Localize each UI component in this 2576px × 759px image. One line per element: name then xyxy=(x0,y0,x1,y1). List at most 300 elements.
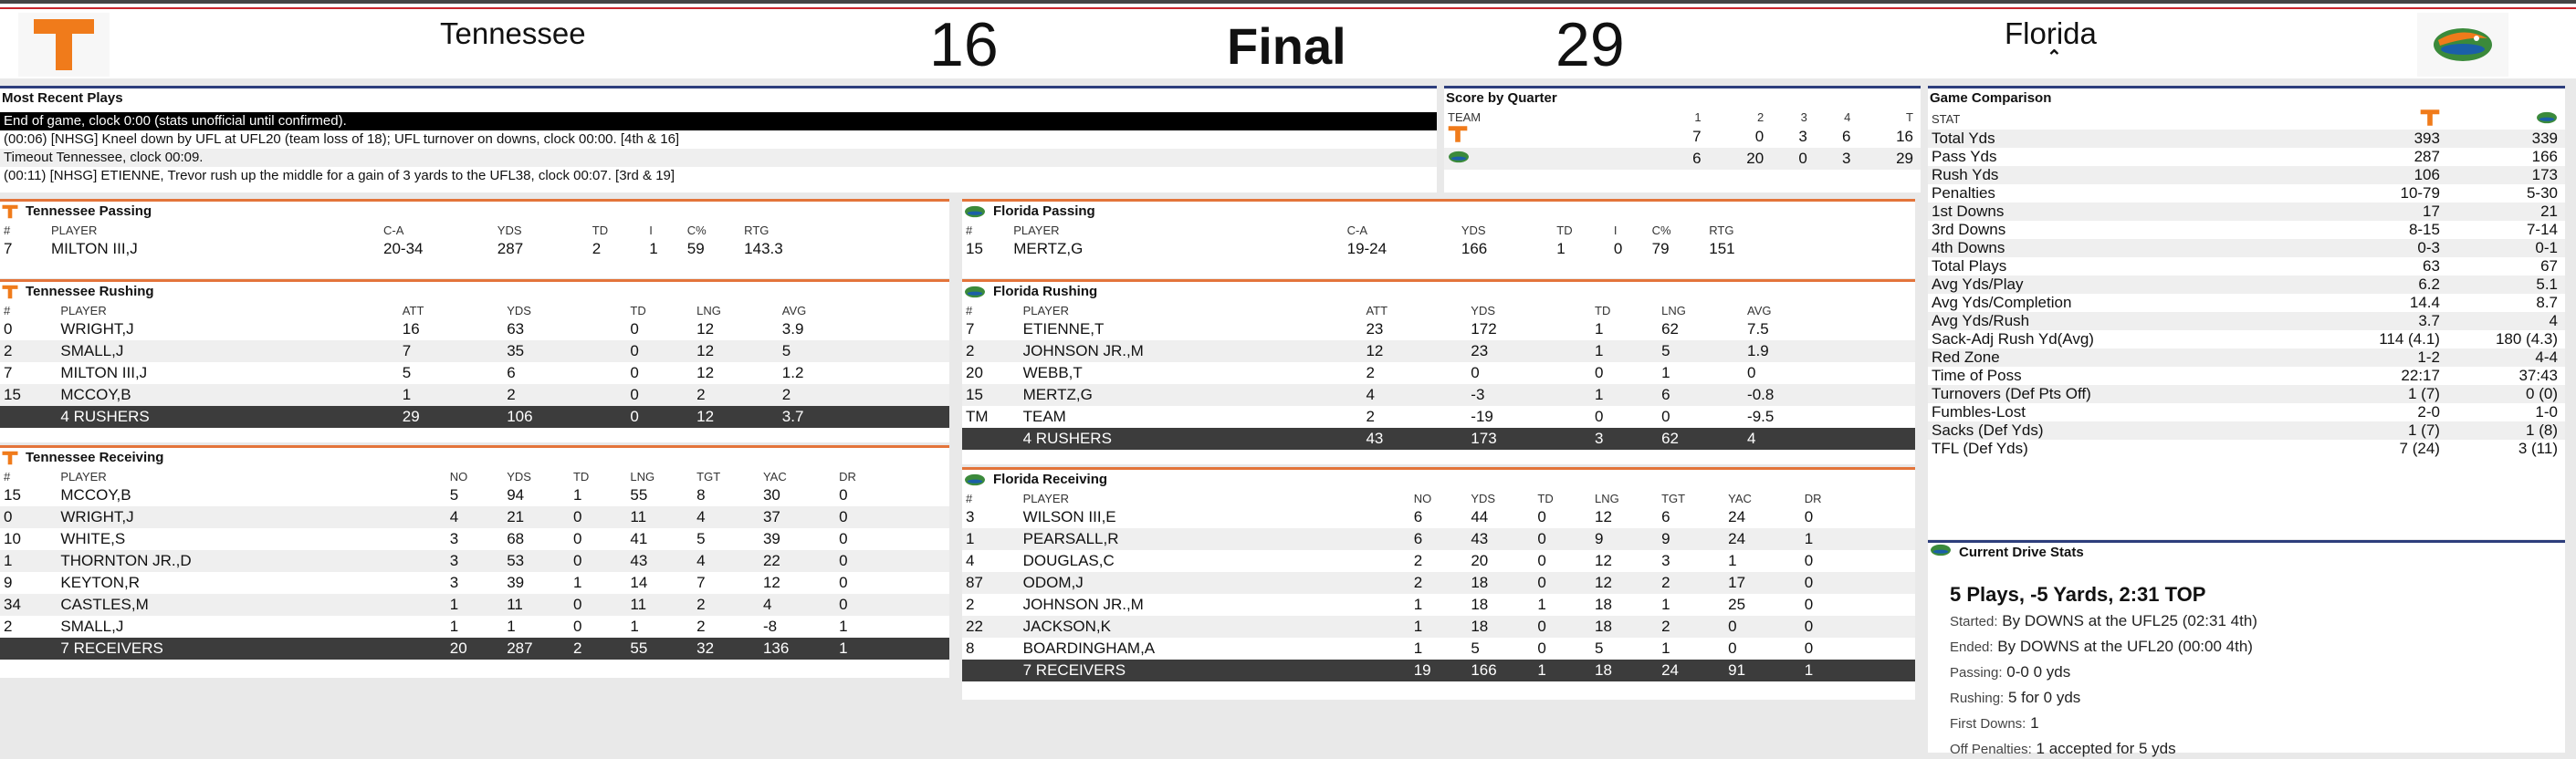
recent-plays-panel xyxy=(0,86,1437,192)
player-name[interactable]: ETIENNE,T xyxy=(1022,320,1105,338)
stat-cell: 24 xyxy=(1728,508,1746,525)
col-header: 2 xyxy=(1756,109,1764,124)
tennessee-value: 7 (24) xyxy=(2399,440,2440,457)
drive-summary: 5 Plays, -5 Yards, 2:31 TOP xyxy=(1950,583,2206,606)
quarter-table xyxy=(1444,109,1921,170)
player-name[interactable]: WRIGHT,J xyxy=(57,506,445,528)
stat-cell: 22 xyxy=(759,550,835,572)
florida-passing-header xyxy=(962,202,1915,222)
florida-value: 180 (4.3) xyxy=(2495,330,2558,348)
play-row[interactable]: (00:06) [NHSG] Kneel down by UFL at UFL20 (team loss of 18); UFL turnover on downs, clock 00:00. [4th & 16] xyxy=(4,131,680,147)
stat-cell: 20 xyxy=(1471,552,1489,569)
stat-cell: 15 xyxy=(966,240,983,257)
stat-cell: 0 xyxy=(1537,508,1546,525)
stat-cell: 0 xyxy=(1801,616,1915,638)
comparison-row xyxy=(1928,294,2565,312)
player-name[interactable]: JOHNSON JR.,M xyxy=(1022,596,1144,613)
tennessee-value: 393 xyxy=(2331,130,2447,148)
player-row[interactable] xyxy=(0,506,949,528)
stat-cell: 1 xyxy=(572,486,582,504)
stat-cell: 1 xyxy=(1413,639,1423,657)
section-title: Tennessee Rushing xyxy=(26,284,154,299)
away-team-name[interactable]: Florida xyxy=(2005,16,2097,50)
drive-detail-label: Started: xyxy=(1950,614,1998,629)
totals-row xyxy=(962,428,1915,450)
stat-cell: 2 xyxy=(1658,616,1724,638)
player-row[interactable] xyxy=(0,484,949,506)
player-row[interactable] xyxy=(0,572,949,594)
column-header: YDS xyxy=(1471,491,1496,505)
player-row[interactable] xyxy=(962,506,1915,528)
stat-cell: 35 xyxy=(503,340,626,362)
stat-cell: 1.2 xyxy=(781,364,804,381)
stat-cell: 16 xyxy=(402,320,420,338)
stat-cell: -0.8 xyxy=(1744,384,1915,406)
stat-cell: 44 xyxy=(1471,508,1489,525)
player-row[interactable] xyxy=(962,318,1915,340)
player-row[interactable] xyxy=(962,238,1915,260)
total-cell xyxy=(962,660,1020,681)
player-name[interactable]: BOARDINGHAM,A xyxy=(1022,639,1156,657)
tennessee-passing-panel xyxy=(0,199,949,278)
stat-cell: 18 xyxy=(1467,616,1534,638)
total-cell: 1 xyxy=(835,638,949,660)
quarter-score: 3 xyxy=(1815,148,1859,170)
column-header: # xyxy=(966,223,973,237)
totals-row xyxy=(0,406,949,428)
stat-cell: 87 xyxy=(962,572,1020,594)
quarter-score: 0 xyxy=(1754,127,1764,145)
player-name[interactable]: SMALL,J xyxy=(57,340,398,362)
player-name[interactable]: THORNTON JR.,D xyxy=(57,550,445,572)
column-header: DR xyxy=(839,469,856,483)
tennessee-receiving-panel xyxy=(0,445,949,678)
stat-cell: 0 xyxy=(1534,528,1591,550)
drive-detail-line xyxy=(1950,740,2565,758)
drive-detail-line xyxy=(1950,663,2565,681)
stat-cell: 0 xyxy=(4,320,13,338)
stat-label: Avg Yds/Play xyxy=(1928,276,2331,294)
quarter-header-row xyxy=(1444,109,1921,125)
player-row[interactable] xyxy=(0,384,949,406)
stat-cell: 10 xyxy=(4,530,21,547)
score-by-quarter-panel xyxy=(1444,86,1921,192)
player-row[interactable] xyxy=(962,550,1915,572)
stat-cell: 4 xyxy=(693,506,759,528)
column-header: AVG xyxy=(1747,303,1772,317)
stat-cell: 0 xyxy=(572,530,582,547)
player-name[interactable]: WRIGHT,J xyxy=(60,320,134,338)
stat-cell: 18 xyxy=(1471,596,1489,613)
stat-cell: 11 xyxy=(626,506,693,528)
player-row[interactable] xyxy=(962,384,1915,406)
column-header: C-A xyxy=(1346,223,1367,237)
player-row[interactable] xyxy=(962,616,1915,638)
stat-cell: 12 xyxy=(696,364,715,381)
game-status: Final xyxy=(1227,17,1346,75)
column-header: YDS xyxy=(1471,303,1496,317)
player-name[interactable]: WHITE,S xyxy=(60,530,126,547)
column-header: YDS xyxy=(507,469,531,483)
drive-detail-label: Passing: xyxy=(1950,665,2003,681)
stat-cell: 2 xyxy=(1658,572,1724,594)
column-header: C-A xyxy=(383,223,404,237)
drive-detail-line xyxy=(1950,612,2565,630)
stat-cell: 0 xyxy=(570,506,626,528)
total-cell: 91 xyxy=(1724,660,1801,681)
stat-cell: 20 xyxy=(966,364,983,381)
total-cell xyxy=(962,428,1020,450)
stat-label: 3rd Downs xyxy=(1932,221,2006,238)
comparison-row xyxy=(1928,385,2565,403)
player-name[interactable]: KEYTON,R xyxy=(60,574,140,591)
florida-value: 5.1 xyxy=(2447,276,2565,294)
drive-detail-label: First Downs: xyxy=(1950,716,2026,732)
stat-label: Pass Yds xyxy=(1932,148,1997,165)
tennessee-logo[interactable] xyxy=(18,13,110,77)
section-title: Florida Passing xyxy=(993,203,1095,219)
away-score: 29 xyxy=(1555,10,1625,79)
total-cell: 7 RECEIVERS xyxy=(57,638,445,660)
stat-cell: 1 xyxy=(1556,240,1565,257)
stat-cell: 1 xyxy=(1591,340,1658,362)
stat-cell: 2 xyxy=(1413,552,1423,569)
player-row[interactable] xyxy=(0,550,949,572)
column-header: YAC xyxy=(762,469,787,483)
player-row[interactable] xyxy=(962,638,1915,660)
column-header: YDS xyxy=(1461,223,1486,237)
stat-cell: 20-34 xyxy=(383,240,424,257)
florida-value: 1 (8) xyxy=(2447,421,2565,440)
stat-cell: 12 xyxy=(1591,572,1658,594)
florida-logo-icon xyxy=(964,473,986,487)
player-name[interactable]: TEAM xyxy=(1022,408,1066,425)
florida-value: 3 (11) xyxy=(2518,440,2558,457)
column-header: RTG xyxy=(744,223,770,237)
play-row[interactable]: End of game, clock 0:00 (stats unofficial until confirmed). xyxy=(0,112,1437,130)
drive-detail-line xyxy=(1950,638,2565,656)
stat-cell: 0 xyxy=(1613,240,1623,257)
tennessee-rushing-panel xyxy=(0,279,949,442)
player-name[interactable]: MCCOY,B xyxy=(60,486,131,504)
tennessee-value: 6.2 xyxy=(2331,276,2447,294)
florida-value: 4 xyxy=(2447,312,2565,330)
player-row[interactable] xyxy=(0,528,949,550)
total-cell: 2 xyxy=(570,638,626,660)
scoreboard-header xyxy=(0,0,2576,78)
stat-cell: 7 xyxy=(4,240,13,257)
player-name[interactable]: WEBB,T xyxy=(1022,364,1083,381)
player-name[interactable]: CASTLES,M xyxy=(57,594,445,616)
player-name[interactable]: DOUGLAS,C xyxy=(1022,552,1115,569)
tennessee-rushing-table xyxy=(0,302,949,428)
stat-label: Total Plays xyxy=(1932,257,2007,275)
comparison-row xyxy=(1928,239,2565,257)
stat-cell: 6 xyxy=(1661,508,1670,525)
player-name[interactable]: JOHNSON JR.,M xyxy=(1020,340,1363,362)
florida-receiving-panel xyxy=(962,467,1915,700)
stat-cell: 151 xyxy=(1709,240,1735,257)
tennessee-value: 3.7 xyxy=(2331,312,2447,330)
stat-cell: 1 xyxy=(0,550,57,572)
stat-label: Penalties xyxy=(1932,184,1995,202)
stat-cell: 18 xyxy=(1595,596,1612,613)
stat-cell: 3 xyxy=(966,508,975,525)
total-cell: 287 xyxy=(503,638,570,660)
chevron-up-icon[interactable]: ⌃ xyxy=(2047,47,2062,68)
stat-cell: -3 xyxy=(1467,384,1591,406)
player-row[interactable] xyxy=(0,318,949,340)
drive-detail-label: Off Penalties: xyxy=(1950,742,2032,757)
column-header: I xyxy=(1613,223,1618,237)
stat-cell: 11 xyxy=(626,594,693,616)
player-row[interactable] xyxy=(962,528,1915,550)
tennessee-value: 106 xyxy=(2331,166,2447,184)
florida-rushing-panel xyxy=(962,279,1915,464)
total-cell: 7 RECEIVERS xyxy=(1020,660,1410,681)
player-name[interactable]: MERTZ,G xyxy=(1013,240,1084,257)
stat-cell: 287 xyxy=(497,240,524,257)
stat-cell: 0 xyxy=(1534,572,1591,594)
tennessee-value: 14.4 xyxy=(2409,294,2440,311)
stat-cell: 0 xyxy=(630,364,639,381)
stat-cell: 0 xyxy=(1804,639,1814,657)
stat-cell: 7 xyxy=(399,340,503,362)
stat-cell: 1 xyxy=(1661,639,1670,657)
quarter-score: 6 xyxy=(1665,148,1709,170)
player-name[interactable]: MERTZ,G xyxy=(1020,384,1363,406)
total-cell: 3.7 xyxy=(779,406,949,428)
column-header: NO xyxy=(449,469,468,483)
column-header: # xyxy=(966,303,973,317)
stat-cell: 0 xyxy=(835,594,949,616)
player-name[interactable]: PEARSALL,R xyxy=(1020,528,1410,550)
florida-value: 8.7 xyxy=(2536,294,2558,311)
column-header: TD xyxy=(630,303,646,317)
total-cell: 29 xyxy=(399,406,503,428)
player-row[interactable] xyxy=(0,616,949,638)
florida-value: 5-30 xyxy=(2526,184,2558,202)
stat-header: STAT xyxy=(1932,112,1961,126)
stat-cell: 43 xyxy=(1467,528,1534,550)
stat-cell: 4 xyxy=(1362,384,1467,406)
stat-cell: 55 xyxy=(630,486,648,504)
total-cell: 55 xyxy=(626,638,693,660)
stat-cell: 0 xyxy=(1595,364,1604,381)
total-cell: 4 RUSHERS xyxy=(1020,428,1363,450)
stat-cell: 19-24 xyxy=(1346,240,1387,257)
stat-cell: 9 xyxy=(1591,528,1658,550)
stat-cell: 0 xyxy=(570,594,626,616)
tennessee-logo-icon xyxy=(2,284,18,300)
stat-cell: 2 xyxy=(503,384,626,406)
header-rule xyxy=(0,7,2576,9)
stat-cell: 1 xyxy=(446,594,503,616)
player-name[interactable]: JACKSON,K xyxy=(1020,616,1410,638)
column-header: YDS xyxy=(507,303,531,317)
stat-cell: 23 xyxy=(1467,340,1591,362)
stat-cell: 5 xyxy=(1658,340,1744,362)
stat-cell: 41 xyxy=(630,530,648,547)
stat-cell: 7 xyxy=(966,320,975,338)
player-row[interactable] xyxy=(962,340,1915,362)
player-row[interactable] xyxy=(0,340,949,362)
stat-label: Sacks (Def Yds) xyxy=(1928,421,2331,440)
column-header: YAC xyxy=(1728,491,1752,505)
stat-cell: 63 xyxy=(507,320,525,338)
tennessee-value: 22:17 xyxy=(2401,367,2440,384)
player-name[interactable]: MILTON III,J xyxy=(60,364,148,381)
column-header: DR xyxy=(1804,491,1822,505)
player-row[interactable] xyxy=(962,362,1915,384)
player-row[interactable] xyxy=(962,594,1915,616)
total-cell: 4 xyxy=(1744,428,1915,450)
stat-cell: 68 xyxy=(507,530,525,547)
stat-cell: 94 xyxy=(507,486,525,504)
stat-cell: 3 xyxy=(449,574,459,591)
drive-detail-label: Ended: xyxy=(1950,639,1994,655)
tennessee-value: 17 xyxy=(2331,203,2447,221)
tennessee-value: 1 (7) xyxy=(2331,385,2447,403)
player-row[interactable] xyxy=(0,362,949,384)
play-row[interactable]: (00:11) [NHSG] ETIENNE, Trevor rush up the middle for a gain of 3 yards to the UFL38, clock 00:07. [3rd & 19] xyxy=(4,168,675,183)
stat-cell: 4 xyxy=(966,552,975,569)
stat-cell: 1 xyxy=(1661,364,1670,381)
stat-label: 1st Downs xyxy=(1928,203,2331,221)
total-cell: 1 xyxy=(1534,660,1591,681)
stat-cell: 0 xyxy=(1661,408,1670,425)
stat-cell: 15 xyxy=(962,384,1020,406)
column-header: ATT xyxy=(1366,303,1388,317)
column-header: # xyxy=(4,469,11,483)
column-header: PLAYER xyxy=(60,303,107,317)
tennessee-logo-icon xyxy=(2,450,18,466)
stat-cell: 18 xyxy=(1591,616,1658,638)
quarter-score: 20 xyxy=(1709,148,1772,170)
stat-cell: 0 xyxy=(626,340,693,362)
comparison-row xyxy=(1928,276,2565,294)
stat-cell: 21 xyxy=(503,506,570,528)
stat-cell: -19 xyxy=(1471,408,1493,425)
stat-cell: 7 xyxy=(4,364,13,381)
stat-cell: 0 xyxy=(1534,616,1591,638)
florida-rushing-header xyxy=(962,282,1915,302)
stat-cell: 12 xyxy=(1362,340,1467,362)
florida-logo[interactable] xyxy=(2417,13,2508,77)
column-header: TGT xyxy=(1661,491,1686,505)
stat-cell: 53 xyxy=(503,550,570,572)
stat-cell: 62 xyxy=(1661,320,1680,338)
stat-cell: 12 xyxy=(1595,552,1612,569)
column-header: TD xyxy=(1537,491,1554,505)
stat-cell: 1 xyxy=(839,618,848,635)
player-name[interactable]: MILTON III,J xyxy=(51,240,138,257)
stat-cell: 37 xyxy=(759,506,835,528)
column-header: PLAYER xyxy=(1013,223,1060,237)
stat-cell: 17 xyxy=(1724,572,1801,594)
stat-cell: 1.9 xyxy=(1744,340,1915,362)
tennessee-value: 114 (4.1) xyxy=(2379,330,2440,348)
player-row[interactable] xyxy=(0,238,949,260)
stat-cell: TM xyxy=(966,408,989,425)
stat-cell: 12 xyxy=(696,320,715,338)
column-header: I xyxy=(649,223,653,237)
column-header: TD xyxy=(1595,303,1611,317)
player-row[interactable] xyxy=(962,572,1915,594)
total-cell: 173 xyxy=(1467,428,1591,450)
stat-cell: 0 xyxy=(839,574,848,591)
total-cell: 4 RUSHERS xyxy=(57,406,398,428)
home-team-name[interactable]: Tennessee xyxy=(440,16,586,50)
player-name[interactable]: ODOM,J xyxy=(1020,572,1410,594)
stat-label: 4th Downs xyxy=(1928,239,2331,257)
column-header: TD xyxy=(572,469,590,483)
player-name[interactable]: SMALL,J xyxy=(60,618,124,635)
stat-cell: 7.5 xyxy=(1747,320,1769,338)
comparison-row xyxy=(1928,403,2565,421)
stat-cell: 4 xyxy=(759,594,835,616)
column-header: ATT xyxy=(402,303,424,317)
stat-cell: 5 xyxy=(696,530,706,547)
comparison-rows xyxy=(1928,130,2565,458)
stat-label: Turnovers (Def Pts Off) xyxy=(1928,385,2331,403)
florida-value: 21 xyxy=(2447,203,2565,221)
player-name[interactable]: MCCOY,B xyxy=(57,384,398,406)
player-row[interactable] xyxy=(962,406,1915,428)
player-name[interactable]: WILSON III,E xyxy=(1022,508,1116,525)
stat-cell: 1 xyxy=(1595,320,1604,338)
drive-detail-label: Rushing: xyxy=(1950,691,2005,706)
stat-cell: 0 xyxy=(1804,552,1814,569)
stat-label: TFL (Def Yds) xyxy=(1932,440,2028,457)
home-score: 16 xyxy=(929,10,999,79)
tennessee-receiving-table xyxy=(0,468,949,660)
stat-cell: 1 xyxy=(1728,552,1737,569)
florida-value: 7-14 xyxy=(2526,221,2558,238)
drive-detail-line xyxy=(1950,689,2565,707)
stat-cell: 18 xyxy=(1467,572,1534,594)
player-row[interactable] xyxy=(0,594,949,616)
stat-cell: 0 xyxy=(1724,616,1801,638)
stat-cell: 2 xyxy=(966,596,975,613)
stat-cell: 0 xyxy=(1804,596,1814,613)
tennessee-rushing-header xyxy=(0,282,949,302)
florida-logo-icon xyxy=(964,285,986,299)
stat-label: Avg Yds/Rush xyxy=(1928,312,2331,330)
stat-cell: 39 xyxy=(762,530,780,547)
tennessee-value: 1 (7) xyxy=(2331,421,2447,440)
column-header: AVG xyxy=(781,303,807,317)
comparison-row xyxy=(1928,130,2565,148)
stat-cell: 2 xyxy=(0,340,57,362)
total-cell: 62 xyxy=(1658,428,1744,450)
tennessee-passing-table xyxy=(0,222,949,260)
column-header: PLAYER xyxy=(51,223,98,237)
stat-cell: 11 xyxy=(503,594,570,616)
totals-row xyxy=(962,660,1915,681)
play-row[interactable]: Timeout Tennessee, clock 00:09. xyxy=(0,149,1437,167)
stat-cell: 1 xyxy=(399,384,503,406)
stat-cell: 1 xyxy=(1661,596,1670,613)
stat-cell: 15 xyxy=(0,384,57,406)
game-comparison-panel xyxy=(1928,86,2565,539)
comparison-row xyxy=(1928,221,2565,239)
game-comparison-title: Game Comparison xyxy=(1930,90,2052,106)
stat-cell: 0 xyxy=(839,530,848,547)
stat-cell: 3 xyxy=(446,550,503,572)
score-by-quarter-title: Score by Quarter xyxy=(1446,90,1557,106)
stat-cell: 3.9 xyxy=(781,320,804,338)
